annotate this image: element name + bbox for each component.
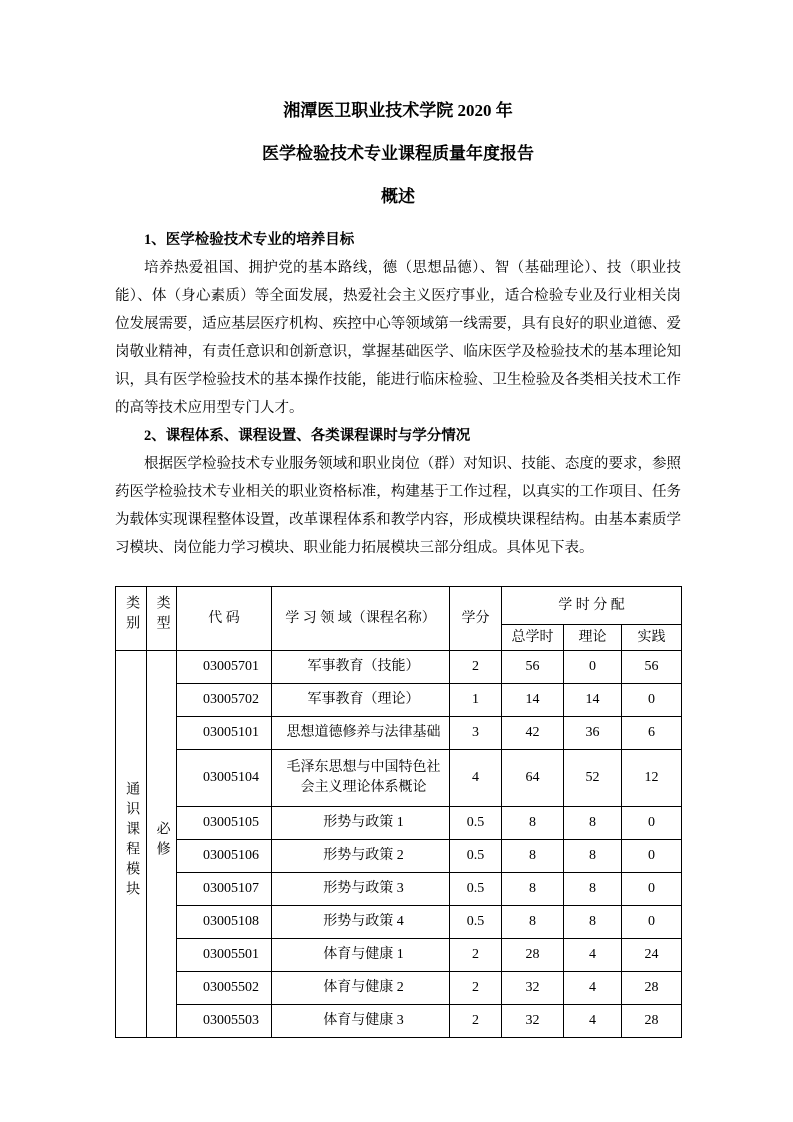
col-header-theory: 理论 — [564, 625, 622, 651]
course-practice-hours: 0 — [622, 906, 682, 939]
table-row — [116, 906, 682, 939]
course-total-hours: 14 — [502, 684, 564, 717]
course-practice-hours: 0 — [622, 684, 682, 717]
course-name: 形势与政策 3 — [272, 873, 450, 906]
course-name: 体育与健康 2 — [272, 972, 450, 1005]
course-practice-hours: 24 — [622, 939, 682, 972]
course-total-hours: 32 — [502, 972, 564, 1005]
table-row — [116, 840, 682, 873]
col-header-total-hours: 总学时 — [502, 625, 564, 651]
table-row — [116, 684, 682, 717]
table-row — [116, 972, 682, 1005]
course-total-hours: 42 — [502, 717, 564, 750]
course-code: 03005503 — [177, 1005, 272, 1038]
table-row — [116, 651, 682, 684]
col-header-type: 类型 — [147, 587, 177, 651]
course-credits: 0.5 — [450, 807, 502, 840]
course-code: 03005106 — [177, 840, 272, 873]
course-name: 形势与政策 4 — [272, 906, 450, 939]
col-header-credits: 学分 — [450, 587, 502, 651]
course-total-hours: 8 — [502, 840, 564, 873]
col-header-code: 代 码 — [177, 587, 272, 651]
course-credits: 4 — [450, 750, 502, 807]
table-row — [116, 939, 682, 972]
report-title-line1: 湘潭医卫职业技术学院 2020 年 — [283, 101, 513, 120]
course-name: 形势与政策 1 — [272, 807, 450, 840]
table-row — [116, 873, 682, 906]
report-title-line2: 医学检验技术专业课程质量年度报告 — [262, 144, 534, 164]
section-1-paragraph: 培养热爱祖国、拥护党的基本路线，德（思想品德）、智（基础理论）、技（职业技能）、体（身心素质）等全面发展，热爱社会主义医疗事业，适合检验专业及行业相关岗位发展需要，适应基层医疗机构、疾控中心等领域第一线需要，具有良好的职业道德、爱岗敬业精神，有责任意识和创新意识，掌握基础医学、临床医学及检验技术的基本理论知识，具有医学检验技术的基本操作技能，能进行临床检验、卫生检验及各类相关技术工作的高等技术应用型专门人才。 — [115, 260, 681, 417]
course-credits: 0.5 — [450, 906, 502, 939]
table-row — [116, 750, 682, 807]
course-credits: 1 — [450, 684, 502, 717]
col-header-hours-group: 学 时 分 配 — [502, 587, 682, 625]
course-theory-hours: 8 — [564, 873, 622, 906]
course-theory-hours: 14 — [564, 684, 622, 717]
course-practice-hours: 12 — [622, 750, 682, 807]
course-practice-hours: 28 — [622, 972, 682, 1005]
table-row — [116, 717, 682, 750]
table-row — [116, 807, 682, 840]
course-theory-hours: 8 — [564, 840, 622, 873]
course-practice-hours: 0 — [622, 873, 682, 906]
section-2-heading: 2、课程体系、课程设置、各类课程课时与学分情况 — [144, 428, 471, 445]
course-code: 03005107 — [177, 873, 272, 906]
course-credits: 2 — [450, 939, 502, 972]
course-total-hours: 8 — [502, 873, 564, 906]
course-theory-hours: 8 — [564, 807, 622, 840]
course-practice-hours: 0 — [622, 840, 682, 873]
course-credits: 2 — [450, 651, 502, 684]
course-name: 思想道德修养与法律基础 — [272, 717, 450, 750]
col-header-category: 类别 — [116, 587, 147, 651]
section-2-paragraph: 根据医学检验技术专业服务领域和职业岗位（群）对知识、技能、态度的要求，参照药医学检验技术专业相关的职业资格标准，构建基于工作过程，以真实的工作项目、任务为载体实现课程整体设置，改革课程体系和教学内容，形成模块课程结构。由基本素质学习模块、岗位能力学习模块、职业能力拓展模块三部分组成。具体见下表。 — [115, 456, 681, 557]
course-theory-hours: 52 — [564, 750, 622, 807]
course-name: 形势与政策 2 — [272, 840, 450, 873]
course-code: 03005105 — [177, 807, 272, 840]
table-row — [116, 1005, 682, 1038]
course-total-hours: 8 — [502, 807, 564, 840]
course-theory-hours: 8 — [564, 906, 622, 939]
course-credits: 0.5 — [450, 840, 502, 873]
course-code: 03005702 — [177, 684, 272, 717]
course-practice-hours: 6 — [622, 717, 682, 750]
course-name: 军事教育（技能） — [272, 651, 450, 684]
course-credits: 2 — [450, 1005, 502, 1038]
course-theory-hours: 4 — [564, 1005, 622, 1038]
section-1-heading: 1、医学检验技术专业的培养目标 — [144, 232, 355, 249]
course-practice-hours: 0 — [622, 807, 682, 840]
course-total-hours: 64 — [502, 750, 564, 807]
course-code: 03005101 — [177, 717, 272, 750]
course-name: 体育与健康 3 — [272, 1005, 450, 1038]
course-table — [115, 586, 682, 1038]
course-credits: 2 — [450, 972, 502, 1005]
course-name: 军事教育（理论） — [272, 684, 450, 717]
course-code: 03005104 — [177, 750, 272, 807]
course-code: 03005501 — [177, 939, 272, 972]
course-practice-hours: 56 — [622, 651, 682, 684]
course-code: 03005108 — [177, 906, 272, 939]
type-cell: 必修 — [147, 651, 177, 1038]
course-theory-hours: 4 — [564, 972, 622, 1005]
course-total-hours: 56 — [502, 651, 564, 684]
course-total-hours: 8 — [502, 906, 564, 939]
course-total-hours: 32 — [502, 1005, 564, 1038]
course-code: 03005502 — [177, 972, 272, 1005]
course-code: 03005701 — [177, 651, 272, 684]
course-theory-hours: 4 — [564, 939, 622, 972]
col-header-practice: 实践 — [622, 625, 682, 651]
course-name: 毛泽东思想与中国特色社会主义理论体系概论 — [272, 750, 450, 807]
category-cell: 通识课程模块 — [116, 651, 147, 1038]
course-credits: 3 — [450, 717, 502, 750]
col-header-domain: 学 习 领 域（课程名称） — [272, 587, 450, 651]
course-theory-hours: 0 — [564, 651, 622, 684]
course-theory-hours: 36 — [564, 717, 622, 750]
course-total-hours: 28 — [502, 939, 564, 972]
report-title-overview: 概述 — [381, 187, 415, 207]
course-name: 体育与健康 1 — [272, 939, 450, 972]
course-credits: 0.5 — [450, 873, 502, 906]
course-practice-hours: 28 — [622, 1005, 682, 1038]
